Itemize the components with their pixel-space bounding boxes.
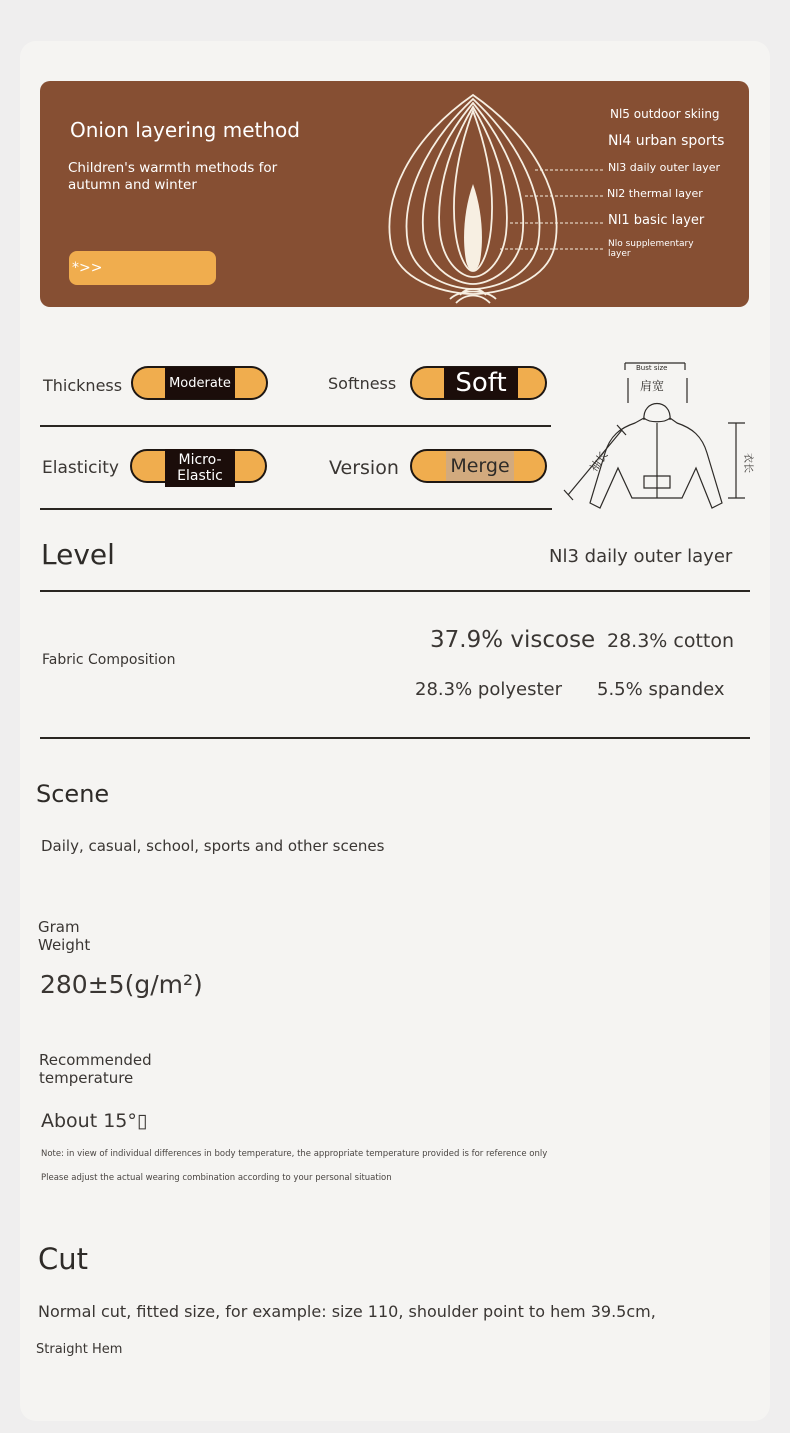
cut-text: Normal cut, fitted size, for example: size 110, shoulder point to hem 39.5cm, [38,1302,656,1321]
fabric-item: 28.3% polyester [415,679,562,700]
thickness-pill [131,366,268,400]
banner-more-button[interactable]: *>> [69,251,216,285]
level-label: Level [41,538,115,571]
gram-weight-value: 280±5(g/m²) [40,970,203,999]
divider [40,737,750,739]
thickness-label: Thickness [43,376,123,395]
fabric-item: 5.5% spandex [597,679,725,700]
scene-text: Daily, casual, school, sports and other scenes [41,837,385,855]
scene-title: Scene [36,780,110,808]
temperature-note: Please adjust the actual wearing combination according to your personal situation [41,1173,392,1183]
version-label: Version [329,457,399,479]
softness-pill [410,366,547,400]
softness-value: Soft [444,367,518,399]
layer-nl1: Nl1 basic layer [608,213,705,228]
divider [40,590,750,592]
temperature-value: About 15°▯ [41,1110,148,1132]
size-diagram [560,358,760,518]
shoulder-width-label: 肩宽 [640,379,665,393]
temperature-note: Note: in view of individual differences in body temperature, the appropriate temperature provided is for reference only [41,1149,548,1159]
softness-label: Softness [328,374,397,393]
fabric-label: Fabric Composition [42,652,176,668]
elasticity-pill [130,449,267,483]
banner-subtitle: Children's warmth methods for autumn and winter [68,160,278,193]
fabric-item: 37.9% viscose [430,627,596,653]
layer-nl4: Nl4 urban sports [608,133,725,149]
layer-nl5: Nl5 outdoor skiing [610,107,720,121]
cut-title: Cut [38,1242,88,1276]
onion-illustration [380,89,630,304]
fabric-item: 28.3% cotton [607,630,735,652]
divider [40,508,552,510]
version-pill [410,449,547,483]
elasticity-label: Elasticity [42,458,119,478]
layer-nl2: Nl2 thermal layer [607,187,703,200]
divider [40,425,551,427]
thickness-value: Moderate [165,367,235,399]
bust-size-label: Bust size [636,364,668,372]
elasticity-value: Micro-Elastic [165,449,235,487]
gram-weight-label: Gram Weight [38,918,91,954]
banner-title: Onion layering method [70,118,300,142]
garment-length-label: 衣长 [742,453,753,473]
sleeve-length-label: 袖长 [587,448,611,475]
level-value: Nl3 daily outer layer [549,546,733,567]
version-value: Merge [446,451,514,481]
cut-hem: Straight Hem [36,1342,123,1357]
temperature-label: Recommended temperature [39,1051,152,1087]
layer-nl3: Nl3 daily outer layer [608,161,721,174]
onion-layering-banner [40,81,749,307]
layer-nlo: Nlo supplementary layer [608,239,694,259]
